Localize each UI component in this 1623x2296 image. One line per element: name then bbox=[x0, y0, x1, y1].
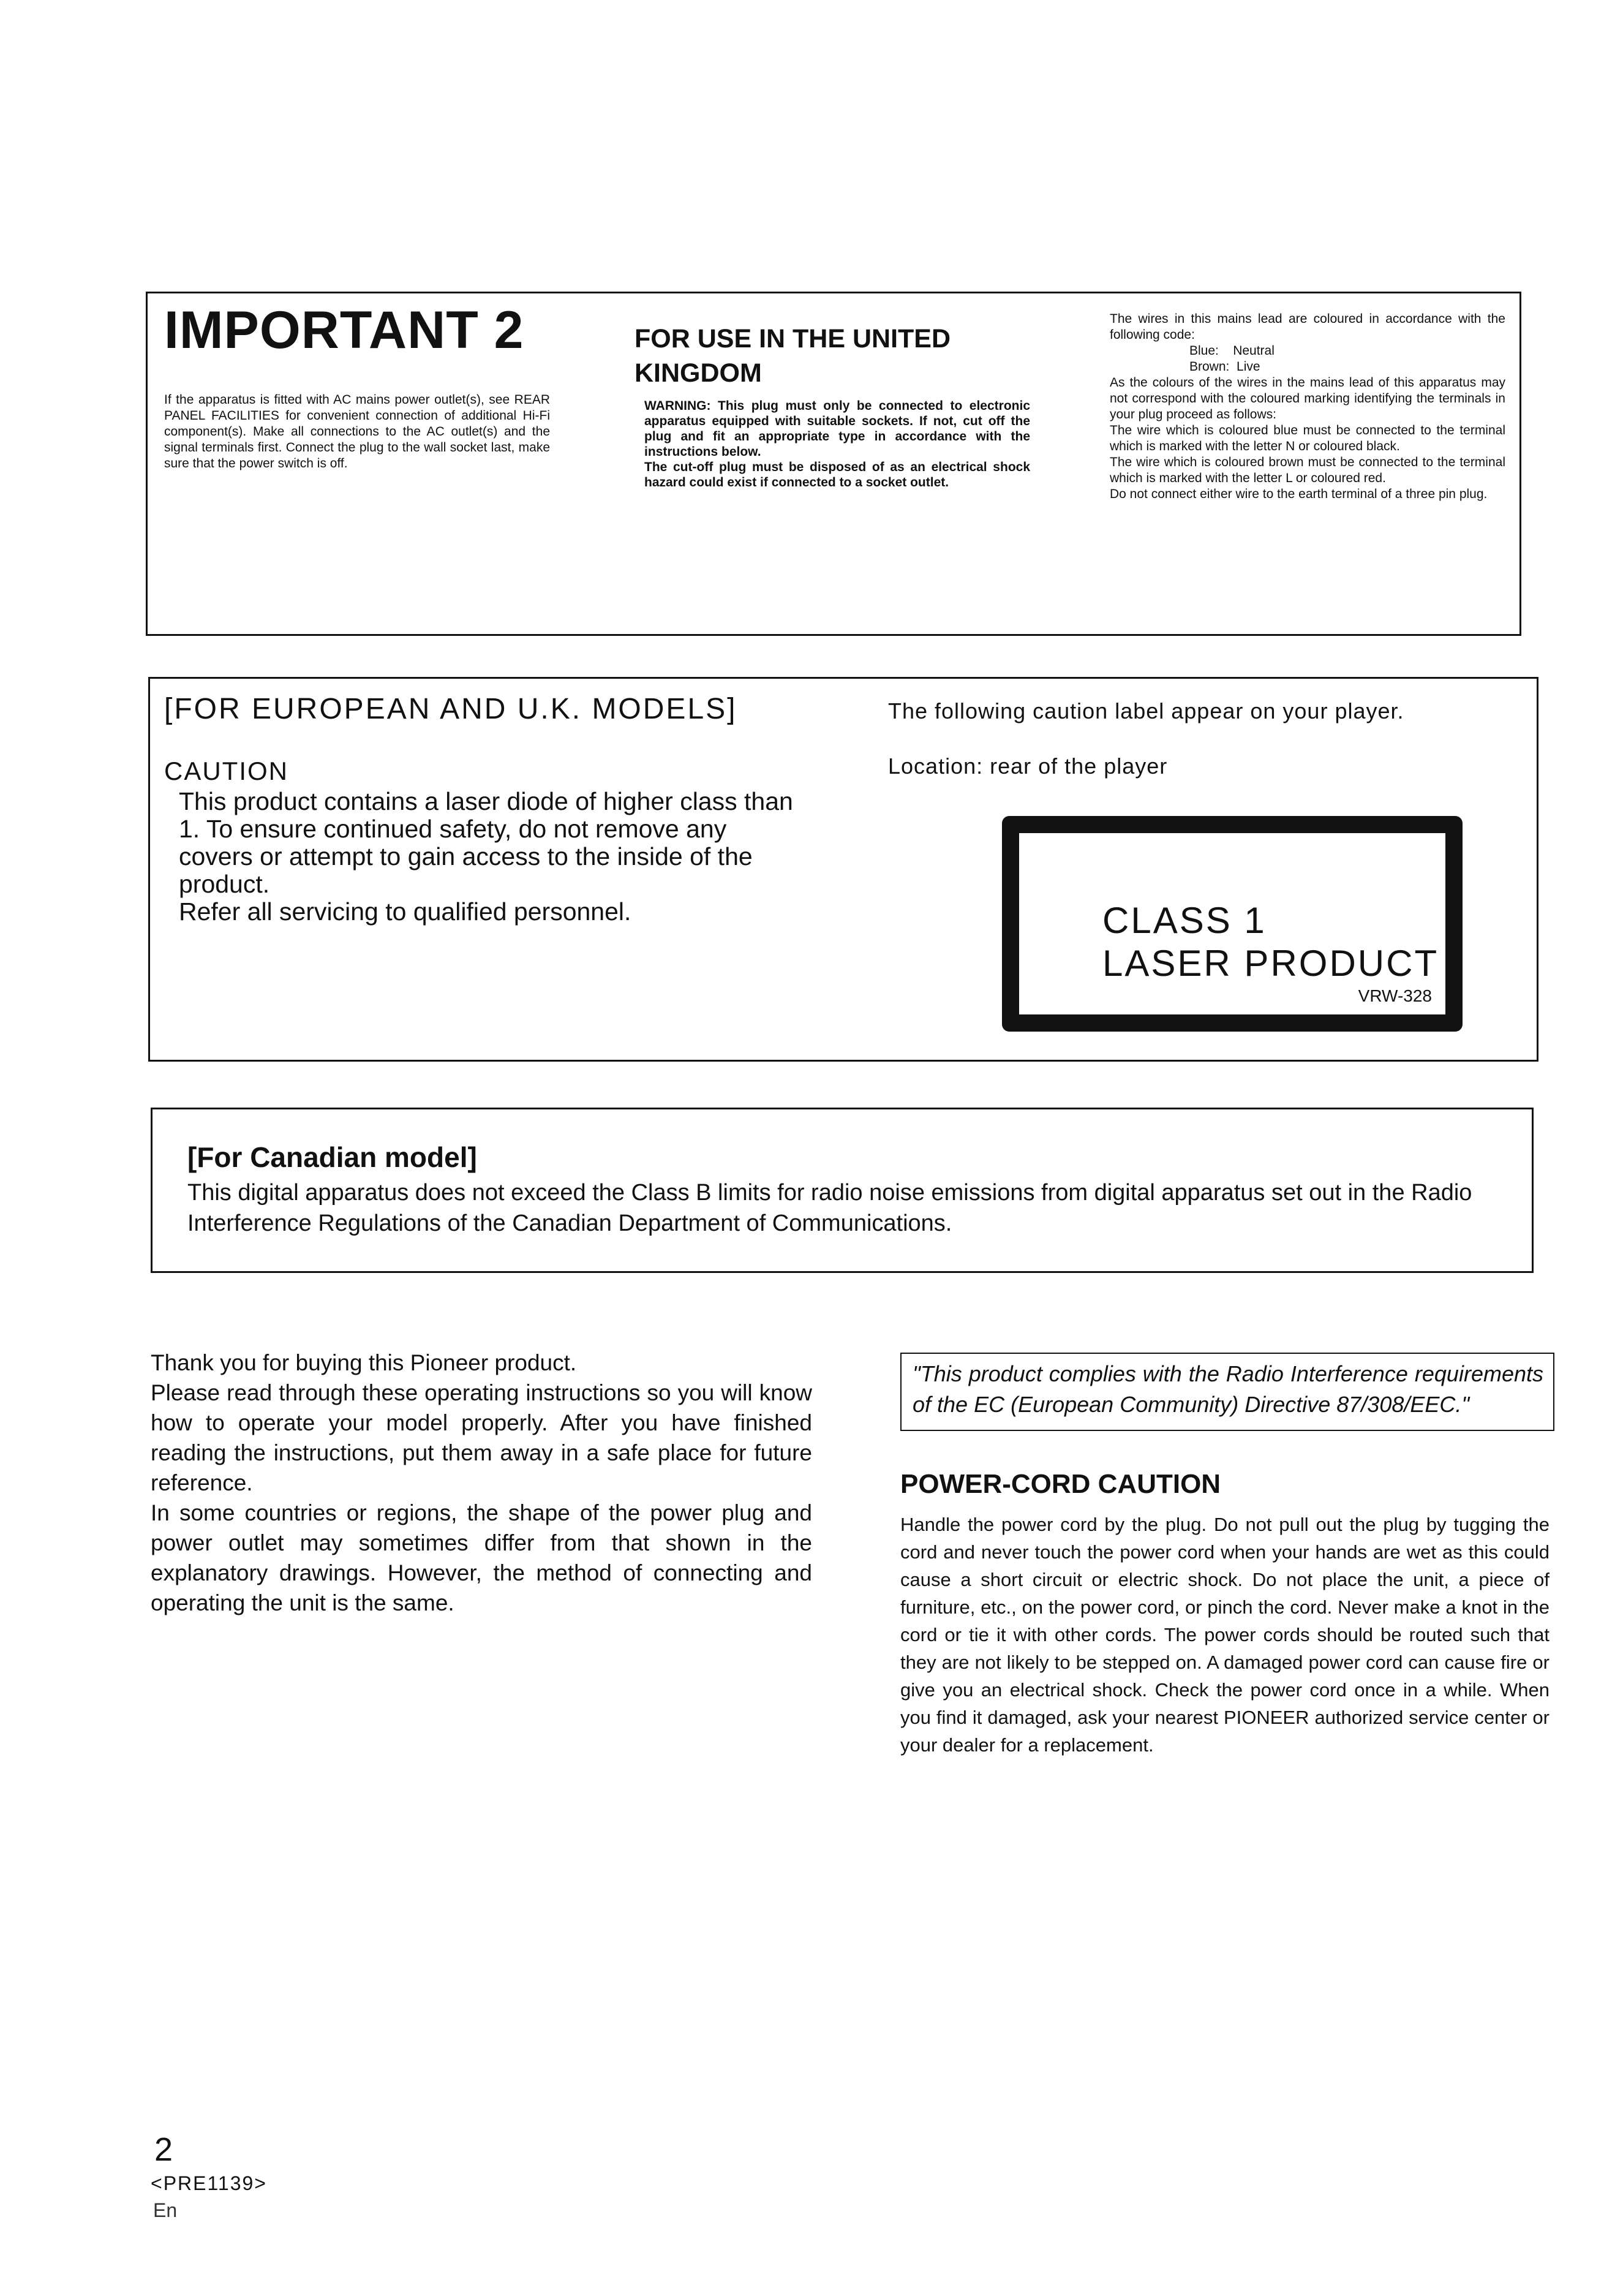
canadian-model-title: [For Canadian model] bbox=[187, 1141, 477, 1173]
wires-brown: Brown: Live bbox=[1189, 360, 1260, 374]
ec-notice-text: "This product complies with the Radio Interference requirements of the EC (European Community) Directive 87/308/EEC." bbox=[913, 1361, 1543, 1417]
laser-class-text: CLASS 1 LASER PRODUCT bbox=[1102, 900, 1439, 984]
caution-heading: CAUTION bbox=[164, 757, 288, 785]
laser-label-inner bbox=[1019, 833, 1445, 1014]
uk-use-title: FOR USE IN THE UNITED KINGDOM bbox=[635, 324, 951, 388]
wires-blue: Blue: Neutral bbox=[1189, 344, 1275, 358]
power-cord-body: Handle the power cord by the plug. Do not pull out the plug by tugging the cord and never touch the power cord when your hands are wet as this could cause a short circuit or electric shock. Do not place the unit, a piece of furniture, etc., on the power cord, or pinch the cord. Never make a knot in the cord or tie it with other cords. The power cords should be routed such that they are not likely to be stepped on. A damaged power cord can cause fire or give you an electrical shock. Check the power cord once in a while. When you find it damaged, ask your nearest PIONEER authorized service center or your dealer for a replacement. bbox=[900, 1514, 1550, 1756]
power-cord-title: POWER-CORD CAUTION bbox=[900, 1469, 1221, 1499]
document-code: <PRE1139> bbox=[151, 2172, 267, 2194]
wires-body: As the colours of the wires in the mains lead of this apparatus may not correspond with the coloured marking identifying the terminals in your plug proceed as follows: The wire which is coloured blue must be connected to the terminal which is marked with the letter N or coloured black. The wire which is coloured brown must be connected to the terminal which is marked with the letter L or coloured red. Do not connect either wire to the earth terminal of a three pin plug. bbox=[1110, 376, 1505, 501]
thank-you-text: Thank you for buying this Pioneer product. Please read through these operating instructions so you will know how to operate your model properly. After you have finished reading the instructions, put them away in a safe place for future reference. In some countries or regions, the shape of the power plug and power outlet may sometimes differ from that shown in the explanatory drawings. However, the method of connecting and operating the unit is the same. bbox=[151, 1350, 812, 1615]
caution-label-location: Location: rear of the player bbox=[888, 753, 1168, 779]
caution-body: This product contains a laser diode of higher class than 1. To ensure continued safety, do not remove any covers or attempt to gain access to the inside of the product. Refer all servicing to qualified personnel. bbox=[179, 787, 793, 926]
wires-intro: The wires in this mains lead are coloured in accordance with the following code: bbox=[1110, 312, 1505, 342]
important-title: IMPORTANT 2 bbox=[164, 301, 524, 360]
european-models-title: [FOR EUROPEAN AND U.K. MODELS] bbox=[164, 693, 737, 725]
canadian-model-body: This digital apparatus does not exceed the Class B limits for radio noise emissions from digital apparatus set out in the Radio Interference Regulations of the Canadian Department of Communications. bbox=[187, 1180, 1472, 1236]
caution-label-intro: The following caution label appear on your player. bbox=[888, 698, 1404, 723]
language-code: En bbox=[153, 2199, 178, 2221]
laser-label-code: VRW-328 bbox=[1358, 986, 1432, 1005]
wires-colour-code bbox=[1110, 311, 1505, 502]
important-body: If the apparatus is fitted with AC mains power outlet(s), see REAR PANEL FACILITIES for convenient connection of additional Hi-Fi component(s). Make all connections to the AC outlet(s) and the signal terminals first. Connect the plug to the wall socket last, make sure that the power switch is off. bbox=[164, 393, 550, 470]
page-number: 2 bbox=[154, 2131, 173, 2168]
uk-plug-warning: WARNING: This plug must only be connected to electronic apparatus equipped with suitable sockets. If not, cut off the plug and fit an appropriate type in accordance with the instructions below. The cut-off plug must be disposed of as an electrical shock hazard could exist if connected to a socket outlet. bbox=[644, 399, 1030, 489]
laser-product-label bbox=[1002, 816, 1463, 1032]
